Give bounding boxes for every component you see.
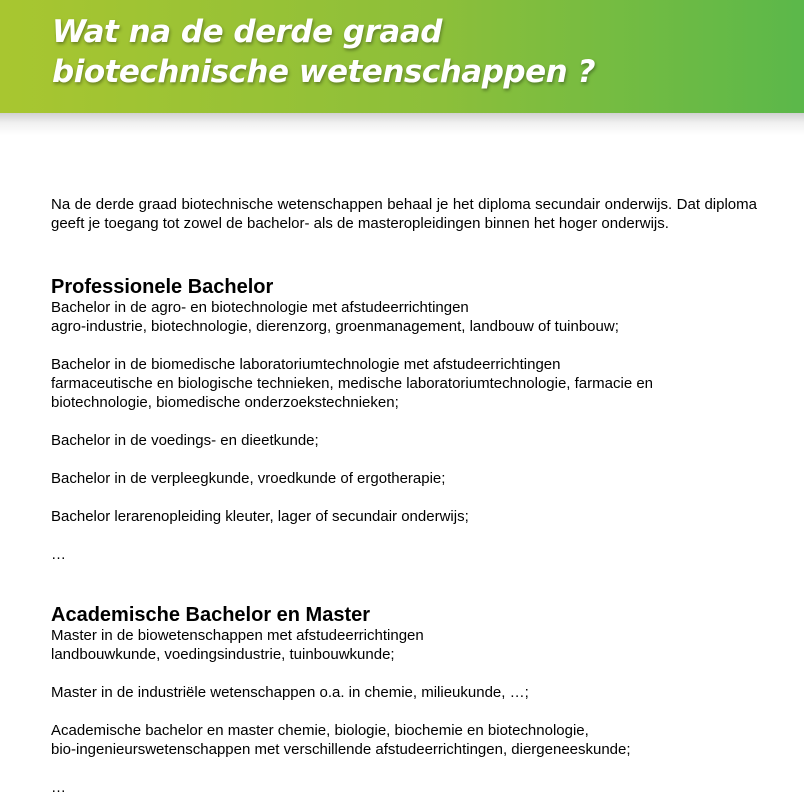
entry-line: farmaceutische en biologische technieken, medische laboratoriumtechnologie, farmacie en — [51, 375, 654, 392]
page-title-line: biotechnische wetenschappen ? — [52, 54, 595, 90]
program-entry — [51, 469, 757, 488]
entry-line: Bachelor in de biomedische laboratoriumtechnologie met afstudeerrichtingen — [51, 356, 561, 373]
program-entry — [51, 298, 757, 336]
program-entry — [51, 721, 757, 759]
entry-line: Bachelor lerarenopleiding kleuter, lager of secundair onderwijs; — [51, 508, 469, 525]
entry-line: … — [51, 546, 66, 563]
entry-line: biotechnologie, biomedische onderzoekstechnieken; — [51, 394, 399, 411]
entry-line: bio-ingenieurswetenschappen met verschillende afstudeerrichtingen, diergeneeskunde; — [51, 741, 631, 758]
program-entry — [51, 683, 757, 702]
document-body — [51, 195, 757, 797]
intro-paragraph: Na de derde graad biotechnische wetenschappen behaal je het diploma secundair onderwijs. Dat diploma geeft je toegang tot zowel de bachelor- als de masteropleidingen binnen het hoger onderwijs. — [51, 196, 757, 232]
section-heading: Professionele Bachelor — [51, 276, 274, 298]
ellipsis-entry — [51, 545, 757, 564]
entry-line: landbouwkunde, voedingsindustrie, tuinbouwkunde; — [51, 646, 395, 663]
section-heading: Academische Bachelor en Master — [51, 604, 371, 626]
entry-line: Bachelor in de voedings- en dieetkunde; — [51, 432, 319, 449]
entry-line: Academische bachelor en master chemie, biologie, biochemie en biotechnologie, — [51, 722, 589, 739]
program-entry — [51, 507, 757, 526]
header-shadow — [0, 113, 804, 135]
section-professional-bachelor — [51, 276, 757, 564]
page-title — [52, 12, 595, 92]
entry-line: Master in de biowetenschappen met afstudeerrichtingen — [51, 627, 424, 644]
program-entry — [51, 626, 757, 664]
entry-line: Bachelor in de verpleegkunde, vroedkunde of ergotherapie; — [51, 470, 446, 487]
entry-line: … — [51, 779, 66, 796]
page-title-line: Wat na de derde graad — [52, 14, 442, 50]
entry-line: Master in de industriële wetenschappen o.a. in chemie, milieukunde, …; — [51, 684, 529, 701]
program-entry — [51, 431, 757, 450]
section-academic-bachelor-master — [51, 604, 757, 797]
program-entry — [51, 355, 757, 412]
entry-line: Bachelor in de agro- en biotechnologie met afstudeerrichtingen — [51, 299, 469, 316]
entry-line: agro-industrie, biotechnologie, dierenzorg, groenmanagement, landbouw of tuinbouw; — [51, 318, 619, 335]
ellipsis-entry — [51, 778, 757, 797]
